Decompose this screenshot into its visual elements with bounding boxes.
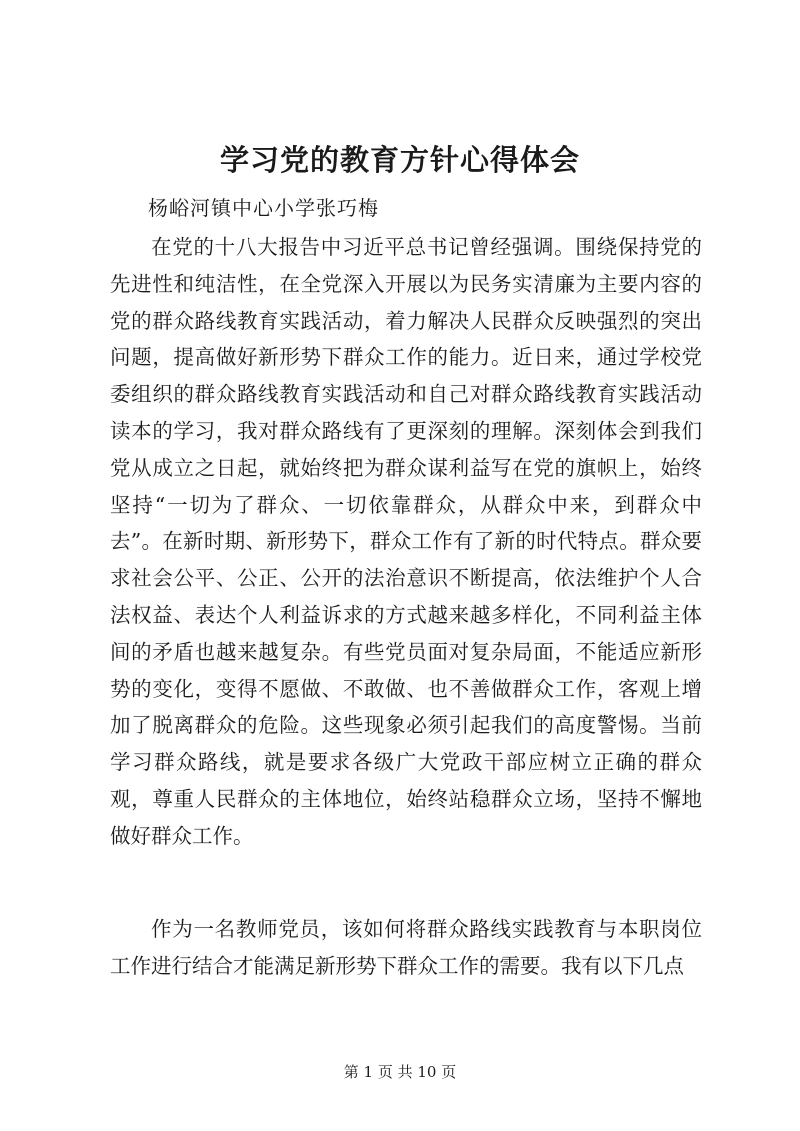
- body-paragraph: 在党的十八大报告中习近平总书记曾经强调。围绕保持党的先进性和纯洁性，在全党深入开展以为民务实清廉为主要内容的党的群众路线教育实践活动，着力解决人民群众反映强烈的突出问题，提高做好新形势下群众工作的能力。近日来，通过学校党委组织的群众路线教育实践活动和自己对群众路线教育实践活动读本的学习，我对群众路线有了更深刻的理解。深刻体会到我们党从成立之日起，就始终把为群众谋利益写在党的旗帜上，始终坚持“一切为了群众、一切依靠群众，从群众中来，到群众中去”。在新时期、新形势下，群众工作有了新的时代特点。群众要求社会公平、公正、公开的法治意识不断提高，依法维护个人合法权益、表达个人利益诉求的方式越来越多样化，不同利益主体间的矛盾也越来越复杂。有些党员面对复杂局面，不能适应新形势的变化，变得不愿做、不敢做、也不善做群众工作，客观上增加了脱离群众的危险。这些现象必须引起我们的高度警惕。当前学习群众路线，就是要求各级广大党政干部应树立正确的群众观，尊重人民群众的主体地位，始终站稳群众立场，坚持不懈地做好群众工作。: [110, 235, 702, 848]
- document-title: 学习党的教育方针心得体会: [219, 143, 580, 177]
- author-line: 杨峪河镇中心小学张巧梅: [148, 196, 379, 220]
- page-number-footer: 第 1 页 共 10 页: [343, 1063, 457, 1081]
- body-paragraph: 作为一名教师党员，该如何将群众路线实践教育与本职岗位工作进行结合才能满足新形势下群众工作的需要。我有以下几点: [110, 917, 702, 978]
